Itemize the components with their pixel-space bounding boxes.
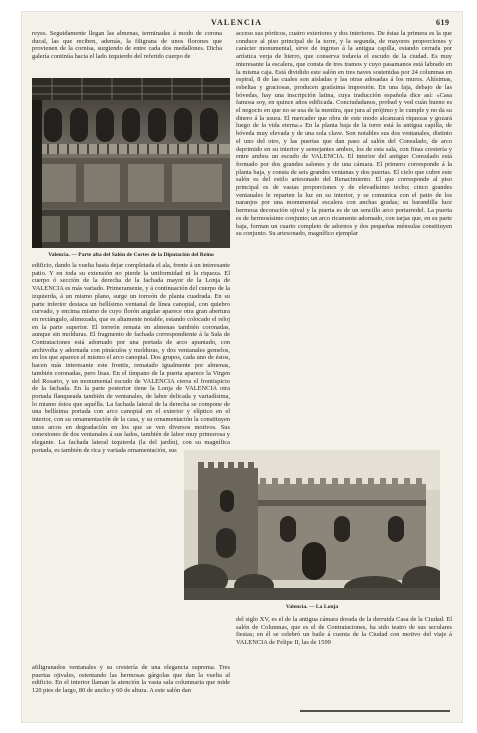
- paragraph: reyes. Seguidamente llegan las almenas, terminadas á modo de corona ducal, las que reciben, además, la filigrana de unos florones que provienen de la cornisa, surgiendo de entre cada dos medallones. Dicha galería continúa hacia el lado izquierdo del referido cuerpo de: [32, 30, 222, 61]
- paragraph: del siglo XV, es el de la antigua cámara dorada de la derruida Casa de la Ciudad. El salón de Columnas, que es el de Contrataciones, ha sido teatro de sus seculares fiestas; en él se celebró un baile á cuenta de la Ciudad con motivo del viaje á VALENCIA de Felipe II, las de 1599: [236, 616, 452, 647]
- photo-salon-de-cortes: [32, 78, 230, 248]
- text-block-bottom-left: [32, 664, 230, 704]
- text-block-bottom-right: [236, 616, 452, 704]
- lonja-engraving: [184, 450, 440, 600]
- caption-text: — La Lonja: [308, 604, 339, 610]
- caption-place: Valencia.: [285, 604, 308, 610]
- salon-engraving: [32, 78, 230, 248]
- caption-place: Valencia.: [48, 252, 70, 258]
- text-block-top-left: [32, 30, 222, 76]
- figure-caption-bottom: [184, 604, 440, 611]
- paragraph: edificio, dando la vuelta hasta dejar completada el ala, frente á un interesante patio. Y en toda su extensión no pierde la uniformidad ni la riqueza. El cuerpo ó sección de la derecha de la fachada mayor de la Lonja de VALENCIA es más variado. Primeramente, y á continuación del cuerpo de la izquierda, á un mismo plano, surge un torreón de planta cuadrada. En su parte inferior destaca un bellísimo ventanal de línea canopial, con quiebro curvado, y encima mismo de cuyo florón angular aparece otra gran abertura en rectángulo, alimezada, que es altamente notable, estando colocado el reloj en la parte superior. El torreón remata en almenas también coronadas, aunque sin molduras. El fragmento de fachada correspondiente á la Sala de Contrataciones está adornado por una portada de arco apuntado, con archivolta y adornada con pináculos y molduras, y dos ventanales gemelos, en los que aparece el mismo el arco canopial. Dos grupos, cada uno de éstos, hacen más interesante este frontis, rematado igualmente por almenas, también coronadas, pero lisas. En el tímpano de la puerta aparece la Virgen del Rosario, y un monumental escudo de VALENCIA cierra el frontispicio de la fachada. En la parte posterior tiene la Lonja de VALENCIA otra portada flanqueada también de ventanales, de labor delicada y variadísima, lo mismo éstos que aquélla. La fachada lateral de la derecha se compone de una bellísima portada con arco canopial en el exterior y elíptico en el interior, con su ornamentación de la casa, y su ornamentación la constituyen unos arcos en degradación en los que se ven diversos motivos. Sus conexiones de dos ventanales á sus lados, también de labor muy primorosa y elegante. La fachada lateral izquierda (la del jardín), con su magnífica portada, es también de rica y variada ornamentación, sus: [32, 262, 230, 454]
- running-head: VALENCIA: [211, 18, 263, 27]
- printed-page: [22, 12, 462, 722]
- paragraph: acceso sus pórticos, cuatro exteriores y dos interiores. De éstas la primera es la que conduce al piso principal de la torre, y la segunda, de mayores proporciones y carácter monumental, sirve de ingreso á la antigua capilla, estando cerrada por artística verja de hierro, que conserva todavía el escudo de la ciudad. Es muy interesante la escalera, que consta de tres tramos y cuyo pasamanos está labrado en la misma caja. Está dividido este salón en tres naves sostenidas por 24 columnas en espiral, 8 de las cuales son aisladas y las otras adosadas á los muros. Altísimas, esbeltas y graciosas, producen gratísima impresión. En una faja, debajo de las bóvedas, hay una inscripción latina, cuya traducción española dice así: «Casa famosa soy, en quince años edificada. Conciudadanos, probad y ved cuán bueno es el negocio en que no se usa de la mentira, que jura al prójimo y le cumple y no da su dinero á la usura. El mercader que obra de este modo alcanzará riquezas y gozará luego de la vida eterna.» En la planta baja de la torre está la antigua capilla, de bóveda muy elevada y de una sola clave. Son notables sus dos ventanales, distinto el uno del otro, y las puertas que dan paso al salón del Consulado, de arco deprimido en su interior y semejantes ambos, los de esta sala, con finas crestería y entre ambos un escudo de VALENCIA. El interior del antiguo Consulado está formado por dos grandes salones y de una cámara. El primero corresponde á la planta baja, y consta de seis grandes ventanas y dos puertas. El cielo que cubre este salón es del estilo artesonado del Renacimiento. El que corresponde al piso principal es de vastas proporciones y de elevadísimo techo; cinco grandes ventanales le reparten la luz en su interior, y se comunica con el patio de los naranjos por una monumental escalera con anchas gradas; su barandilla luce hermosa decoración ojival y la puerta es de un sencillo arco portarredel. La puerta es de hermosísimo conjunto; un arco ricamente adornado, con tarjas que, en su parte baja, forman un cuarto completo de adornos y dos pequeñas ménsulas constituyen su conjunto. Su artesonado, magnífico ejemplar: [236, 30, 452, 238]
- figure-caption-top: [32, 252, 230, 259]
- page-number: 619: [436, 18, 450, 27]
- caption-text: — Parte alta del Salón de Cortes de la Diputación del Reino: [71, 252, 214, 258]
- paragraph: afiligranados ventanales y su crestería de una elegancia suprema. Tres puertas ojivales, ostentando las hermosas gárgolas que dan la vuelta al edificio. En el interior llaman la atención la vasta sala columnaria que mide 120 pies de largo, 80 de ancho y 60 de altura. A este salón dan: [32, 664, 230, 695]
- photo-la-lonja: [184, 450, 440, 600]
- text-block-right: [236, 30, 452, 444]
- page-edge-mark: [300, 710, 450, 720]
